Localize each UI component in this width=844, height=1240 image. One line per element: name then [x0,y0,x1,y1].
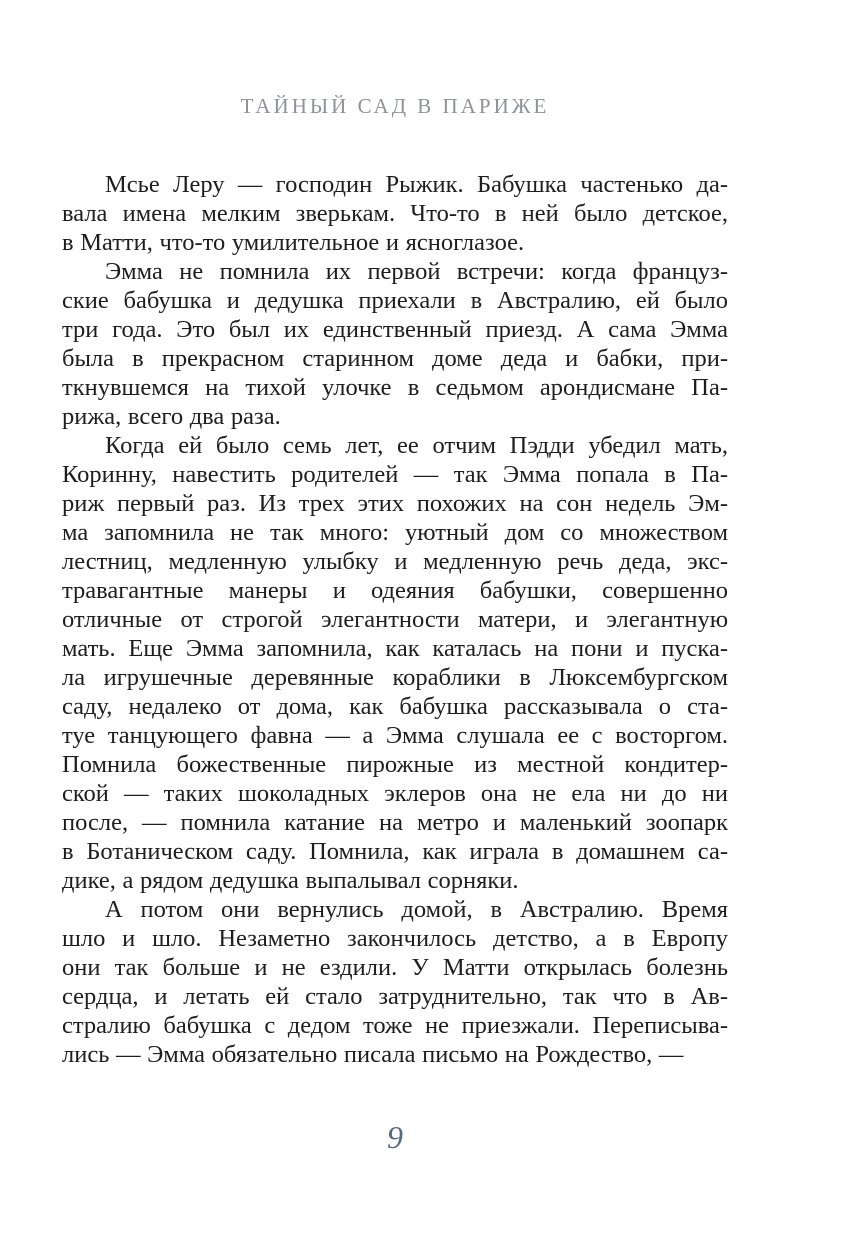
text-line: шло и шло. Незаметно закончилось детство, а в Европу [62,925,728,952]
paragraph [62,257,728,431]
text-line: в Матти, что-то умилительное и ясноглазое. [62,229,525,256]
text-line: они так больше и не ездили. У Матти открылась болезнь [62,954,728,981]
text-line: была в прекрасном старинном доме деда и бабки, при- [62,345,728,372]
text-line: травагантные манеры и одеяния бабушки, совершенно [62,577,728,604]
text-line: дике, а рядом дедушка выпалывал сорняки. [62,867,519,894]
text-line: ма запомнила не так много: уютный дом со множеством [62,519,728,546]
text-line: туе танцующего фавна — а Эмма слушала ее с восторгом. [62,722,728,749]
text-line: лись — Эмма обязательно писала письмо на Рождество, — [62,1041,684,1068]
text-line: три года. Это был их единственный приезд. А сама Эмма [62,316,728,343]
text-line: саду, недалеко от дома, как бабушка рассказывала о ста- [62,693,728,720]
text-line: Коринну, навестить родителей — так Эмма попала в Па- [62,461,728,488]
text-line: отличные от строгой элегантности матери, и элегантную [62,606,728,633]
text-line: риж первый раз. Из трех этих похожих на сон недель Эм- [62,490,728,517]
running-header: ТАЙНЫЙ САД В ПАРИЖЕ [240,94,550,118]
text-line: в Ботаническом саду. Помнила, как играла в домашнем са- [62,838,728,865]
text-block [62,0,728,1156]
text-line: рижа, всего два раза. [62,403,281,430]
paragraph [62,431,728,895]
text-line: Когда ей было семь лет, ее отчим Пэдди убедил мать, [105,432,728,459]
text-line: мать. Еще Эмма запомнила, как каталась на пони и пуска- [62,635,728,662]
text-line: сердца, и летать ей стало затруднительно, так что в Ав- [62,983,728,1010]
text-line: лестниц, медленную улыбку и медленную речь деда, экс- [62,548,728,575]
paragraph [62,170,728,257]
body-text [62,170,728,1069]
text-line: вала имена мелким зверькам. Что-то в ней было детское, [62,200,728,227]
text-line: Помнила божественные пирожные из местной кондитер- [62,751,728,778]
text-line: Эмма не помнила их первой встречи: когда француз- [105,258,728,285]
text-line: ские бабушка и дедушка приехали в Австралию, ей было [62,287,728,314]
text-line: ткнувшемся на тихой улочке в седьмом арондисмане Па- [62,374,728,401]
text-line: ла игрушечные деревянные кораблики в Люксембургском [62,664,728,691]
text-line: стралию бабушка с дедом тоже не приезжали. Переписыва- [62,1012,728,1039]
text-line: ской — таких шоколадных эклеров она не ела ни до ни [62,780,728,807]
text-line: Мсье Леру — господин Рыжик. Бабушка частенько да- [105,171,728,198]
paragraph [62,895,728,1069]
text-line: после, — помнила катание на метро и маленький зоопарк [62,809,728,836]
page-number: 9 [387,1119,403,1155]
text-line: А потом они вернулись домой, в Австралию. Время [105,896,728,923]
